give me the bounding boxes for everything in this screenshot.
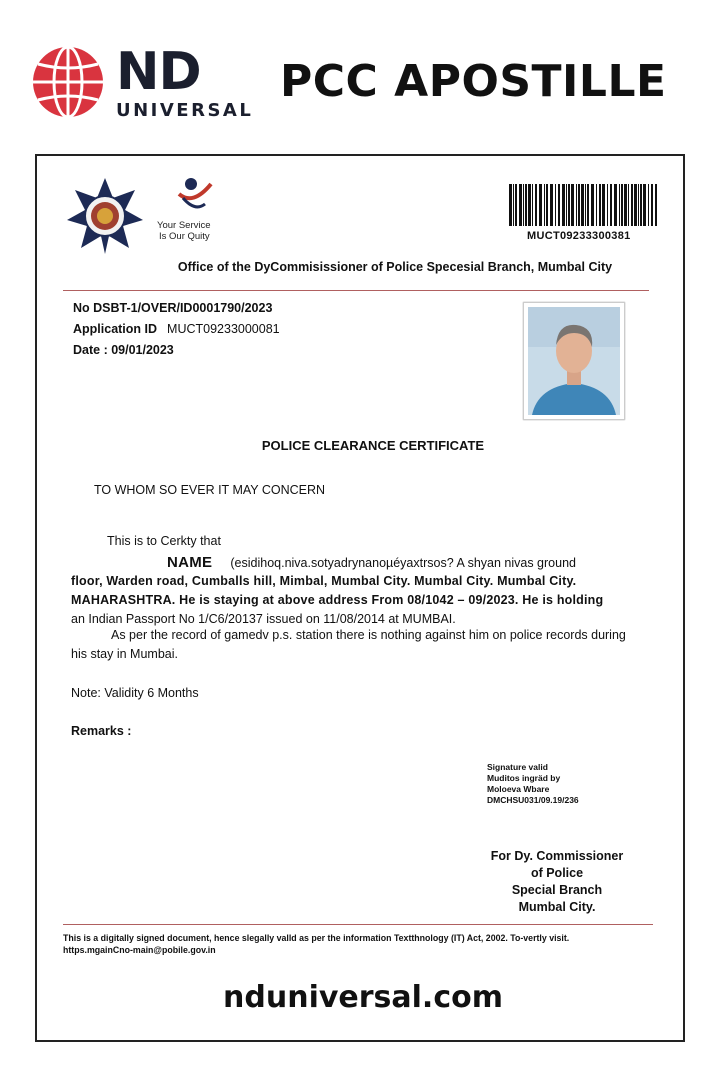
passport-text: an Indian Passport No 1/C6/20137 issued on 11/08/2014 at MUMBAI. — [71, 612, 456, 626]
website-url: nduniversal.com — [223, 980, 503, 1015]
reference-number: No DSBT-1/OVER/ID0001790/2023 — [73, 301, 273, 315]
office-heading: Office of the DyCommisissioner of Police Specesial Branch, Mumbal City — [177, 260, 613, 274]
divider-bottom — [63, 924, 653, 925]
validity-note: Note: Validity 6 Months — [71, 686, 199, 700]
nd-universal-logo — [32, 42, 282, 122]
name-line — [167, 554, 576, 571]
globe-icon — [32, 46, 104, 118]
police-emblem-icon — [67, 176, 143, 254]
application-id-value: MUCT09233000081 — [167, 322, 280, 336]
application-id-row — [73, 319, 280, 340]
certificate-card — [35, 154, 685, 1042]
barcode-number: MUCT09233300381 — [527, 230, 631, 242]
certificate-title: POLICE CLEARANCE CERTIFICATE — [261, 438, 485, 453]
issue-date: Date : 09/01/2023 — [73, 343, 174, 357]
certificate-meta — [73, 298, 280, 361]
application-id-label: Application ID — [73, 322, 158, 336]
applicant-photo — [523, 302, 625, 420]
name-label: NAME — [167, 554, 213, 571]
salutation: TO WHOM SO EVER IT MAY CONCERN — [94, 483, 326, 497]
brand-name-secondary: UNIVERSAL — [116, 100, 254, 121]
remarks-label: Remarks : — [71, 724, 132, 738]
digital-signature-block: Signature valid Muditos ingräd by Moloeva Wbare DMCHSU031/09.19/236 — [487, 762, 579, 805]
footer-note: This is a digitally signed document, hence slegally valld as per the information Textthnology (IT) Act, 2002. To-vertly visit. https.mgainCno-main@pobile.gov.in — [63, 933, 570, 955]
page-headline: PCC APOSTILLE — [280, 56, 667, 107]
intro-text: This is to Cerkty that — [107, 534, 221, 548]
name-address-start: (esidihoq.niva.sotyadrynanoµéyaxtrsos? A shyan nivas ground — [230, 556, 576, 570]
brand-name-primary: ND — [116, 42, 201, 102]
divider-top — [63, 290, 649, 291]
address-text: floor, Warden road, Cumballs hill, Mimbal, Mumbal City. Mumbal City. Mumbal City. MAHARASHTRA. He is staying at above address From 08/1042 – 09/2023. He is holding — [71, 574, 604, 607]
address-paragraph — [71, 572, 633, 629]
service-tagline: Your Service Is Our Quity — [157, 220, 211, 242]
record-paragraph: As per the record of gamedv p.s. station there is nothing against him on police records during his stay in Mumbai. — [71, 628, 626, 661]
signatory-block: For Dy. Commissioner of Police Special Branch Mumbal City. — [490, 849, 624, 914]
barcode-image — [509, 184, 657, 226]
service-logo-icon — [165, 176, 225, 216]
